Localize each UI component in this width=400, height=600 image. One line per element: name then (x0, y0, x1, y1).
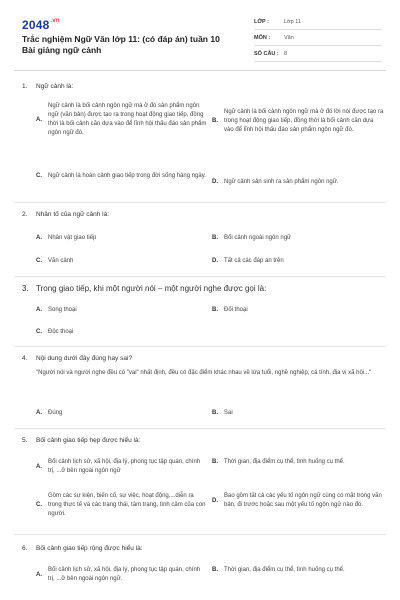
question-3 (22, 284, 384, 294)
option-text: Tất cả các đáp án trên (224, 258, 284, 264)
option-letter: C. (36, 502, 42, 508)
site-logo[interactable] (22, 18, 60, 32)
option-3c[interactable] (36, 328, 208, 337)
header-divider (14, 70, 386, 71)
option-4a[interactable] (36, 409, 208, 418)
option-letter: B. (212, 567, 218, 573)
option-letter: C. (36, 173, 42, 179)
option-1a[interactable] (36, 102, 208, 138)
option-2c[interactable] (36, 257, 208, 266)
question-number: 4. (22, 355, 28, 362)
question-stem: Ngữ cảnh là: (36, 83, 74, 90)
page-header (0, 0, 400, 78)
option-letter: A. (36, 571, 42, 578)
question-1 (22, 82, 384, 91)
option-letter: C. (36, 258, 42, 264)
option-5b[interactable] (212, 458, 384, 467)
option-1d[interactable] (212, 178, 384, 187)
option-2d[interactable] (212, 257, 384, 266)
option-5a[interactable] (36, 458, 208, 476)
logo-suffix: .vn (50, 18, 60, 24)
info-label: MÔN : (254, 34, 271, 41)
option-text: Ngữ cảnh là bối cảnh ngôn ngữ mà ở đó sản phẩm ngôn ngữ (văn bản) được tạo ra trong hoạt động giao tiếp, đồng thời là bối cảnh căn dựa vào để lĩnh hội thấu đáo sản phẩm ngôn ngữ đó. (48, 103, 207, 136)
option-text: Nhân vật giao tiếp (48, 235, 97, 241)
info-class (254, 14, 382, 30)
option-letter: D. (212, 179, 218, 185)
question-divider (14, 534, 386, 535)
question-2 (22, 210, 384, 219)
question-number: 5. (22, 437, 28, 444)
question-number: 1. (22, 83, 28, 90)
option-letter: B. (212, 118, 218, 124)
option-letter: B. (212, 307, 218, 313)
option-text: Sai (224, 410, 233, 416)
info-value: Lớp 11 (284, 18, 301, 25)
option-letter: A. (36, 463, 42, 470)
question-stem: Nhân tố của ngữ cảnh là: (36, 211, 110, 218)
question-divider (14, 346, 386, 347)
option-text: Đúng (48, 410, 63, 416)
info-label: SỐ CÂU : (254, 50, 279, 57)
question-divider (14, 202, 386, 203)
option-letter: B. (212, 410, 218, 416)
info-subject (254, 30, 382, 46)
option-letter: A. (36, 116, 42, 123)
option-5d[interactable] (212, 492, 384, 510)
question-quote: "Người nói và người nghe đều có "vai" nhất định, đều có đặc điểm khác nhau về lứa tuổi, nghề nghiệp, cá tính, địa vị xã hội..." (36, 370, 372, 376)
info-count (254, 46, 382, 62)
option-text: Văn cảnh (48, 258, 74, 264)
question-stem: Bối cảnh giao tiếp hẹp được hiểu là: (36, 437, 141, 444)
option-3b[interactable] (212, 306, 384, 315)
option-2b[interactable] (212, 234, 384, 243)
question-number: 2. (22, 211, 28, 218)
question-number: 6. (22, 545, 28, 552)
question-stem: Nội dung dưới đây đúng hay sai? (36, 355, 133, 362)
option-letter: A. (36, 235, 42, 241)
option-letter: A. (36, 410, 42, 416)
option-text: Ngữ cảnh sản sinh ra sản phẩm ngôn ngữ. (224, 179, 339, 185)
option-6a[interactable] (36, 566, 208, 584)
option-5c[interactable] (36, 492, 208, 519)
option-letter: D. (212, 258, 218, 264)
option-letter: C. (36, 329, 42, 335)
question-divider (14, 428, 386, 429)
option-text: Độc thoại (48, 329, 74, 335)
option-letter: B. (212, 459, 218, 465)
question-6 (22, 544, 384, 553)
question-4 (22, 354, 384, 378)
option-text: Thời gian, địa điểm cụ thể, tình huống cụ thể. (224, 459, 345, 465)
option-3a[interactable] (36, 306, 208, 315)
option-letter: A. (36, 307, 42, 313)
option-text: Bối cảnh lịch sử, xã hội, địa lý, phong tục tập quán, chính trị, ...ở bên ngoài ngôn ngữ. (48, 567, 201, 582)
option-1c[interactable] (36, 172, 208, 181)
info-label: LỚP : (254, 18, 269, 25)
option-1b[interactable] (212, 108, 384, 135)
info-value: Văn (284, 34, 294, 41)
option-text: Song thoại (48, 307, 77, 313)
question-divider (14, 276, 386, 277)
option-text: Ngữ cảnh là hoàn cảnh giao tiếp trong đời sống hàng ngày. (48, 173, 206, 179)
option-4b[interactable] (212, 409, 384, 418)
question-5 (22, 436, 384, 445)
option-letter: D. (212, 497, 218, 504)
question-stem: Bối cảnh giao tiếp rộng được hiểu là: (36, 545, 143, 552)
option-text: Ngữ cảnh là bối cảnh ngôn ngữ mà ở đó lời nói được tạo ra trong hoạt động giao tiếp, đồng thời là bối cảnh căn dựa vào để lĩnh hội thấu đáo sản phẩm ngôn ngữ đó. (224, 109, 384, 133)
option-letter: B. (212, 235, 218, 241)
option-text: Thời gian, địa điểm cụ thể, tình huống cụ thể. (224, 567, 345, 573)
logo-text: 2048 (22, 18, 50, 32)
option-text: Gồm các sự kiện, biến cố, sự việc, hoạt động,...diễn ra trong thực tế và các trạng thái, tâm trạng, tình cảm của con người. (48, 493, 206, 517)
info-value: 8 (284, 50, 288, 57)
question-number: 3. (22, 284, 29, 293)
option-text: Bối cảnh lịch sử, xã hội, địa lý, phong tục tập quán, chính trị, ...ở bên ngoài ngôn ngữ (48, 459, 201, 474)
page-title: Trắc nghiệm Ngữ Văn lớp 11: (có đáp án) tuần 10 Bài giảng ngữ cảnh (22, 34, 220, 55)
option-2a[interactable] (36, 234, 208, 243)
option-6b[interactable] (212, 566, 384, 575)
option-text: Đối thoại (224, 307, 248, 313)
quiz-info (254, 14, 382, 62)
option-text: Bao gồm tất cả các yếu tố ngôn ngữ cùng có mặt trong văn bản, đi trước hoặc sau một yếu tố ngôn ngữ nào đó. (224, 493, 382, 508)
option-text: Bối cảnh ngoài ngôn ngữ (224, 235, 292, 241)
question-stem: Trong giao tiếp, khi một người nói – một người nghe được gọi là: (36, 284, 267, 293)
